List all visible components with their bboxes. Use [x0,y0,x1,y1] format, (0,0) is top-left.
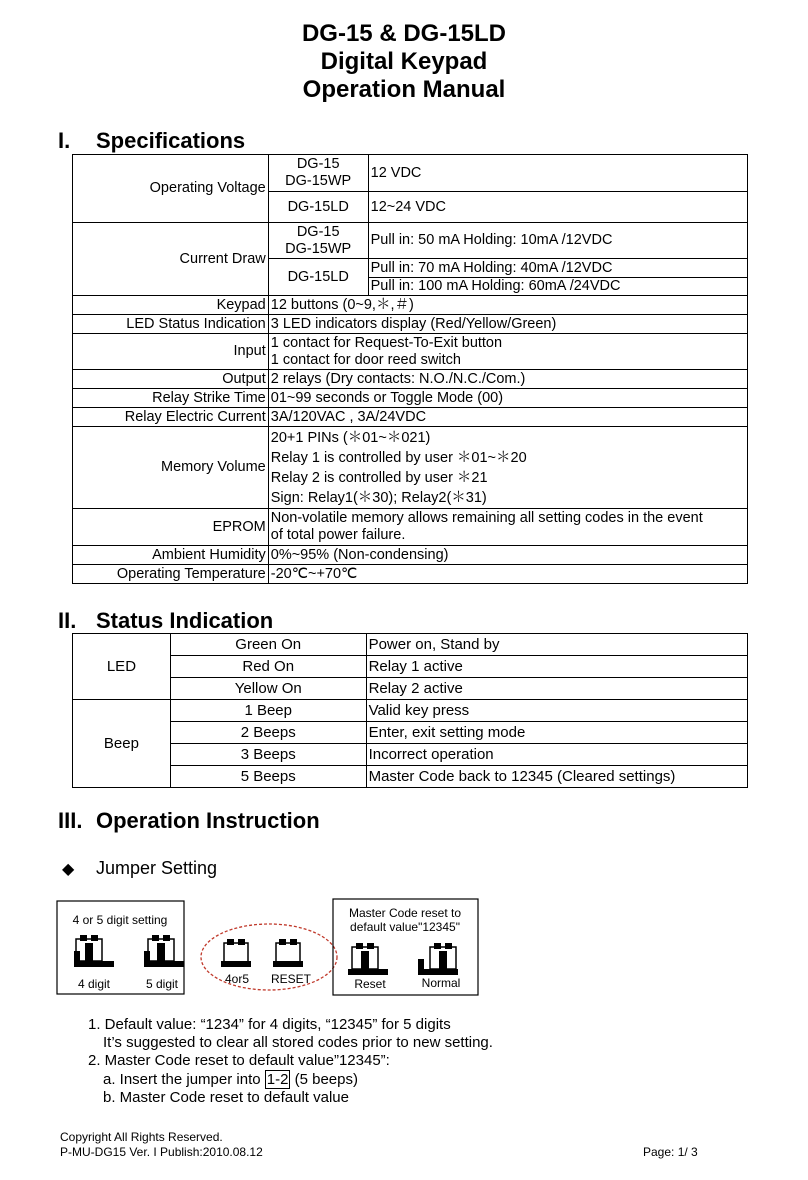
label-4or5: 4or5 [224,972,250,986]
spec-value: 1 contact for Request-To-Exit button 1 contact for door reed switch [268,334,747,370]
label-5digit: 5 digit [145,977,179,991]
table-row [73,722,748,744]
spec-model: DG-15LD [268,259,368,296]
spec-label: Ambient Humidity [73,546,269,565]
status-state: Red On [170,656,366,678]
jumper-5digit-icon [144,935,184,967]
spec-value: Pull in: 100 mA Holding: 60mA /24VDC [368,278,747,296]
spec-label: Relay Electric Current [73,408,269,427]
spec-value: -20℃~+70℃ [268,565,747,584]
note-2a-post: (5 beeps) [290,1071,358,1088]
table-row [73,744,748,766]
table-row [73,427,748,509]
footer-doc-id: P-MU-DG15 Ver. I Publish:2010.08.12 [60,1145,263,1159]
status-meaning: Relay 2 active [366,678,747,700]
table-row [73,565,748,584]
digit-setting-title: 4 or 5 digit setting [72,913,168,927]
section-title: Operation Instruction [96,808,320,833]
jumper-setting-title: Jumper Setting [96,858,218,878]
table-row [73,296,748,315]
status-state: Yellow On [170,678,366,700]
jumper-4digit-icon [74,935,114,967]
section-title: Status Indication [96,608,274,633]
section-number: I. [58,128,71,153]
jumper-normal-icon [418,943,458,975]
spec-value: 20+1 PINs (＊01~＊021) Relay 1 is controlled by user ＊01~＊20 Relay 2 is controlled by user ＊21 Sign: Relay1(＊30); Relay2(＊31) [268,427,747,509]
pin-reset-icon [273,939,303,967]
spec-value: Non-volatile memory allows remaining all setting codes in the event of total power failure. [268,509,747,546]
master-reset-title-line2: default value"12345" [350,920,460,934]
table-row [73,408,748,427]
table-row [73,315,748,334]
spec-value: 12~24 VDC [368,192,747,223]
status-meaning: Master Code back to 12345 (Cleared settings) [366,766,747,788]
doc-title-line2: Digital Keypad [320,48,488,75]
jumper-diagram [56,895,486,999]
doc-title-line1: DG-15 & DG-15LD [301,20,507,47]
specifications-table [72,154,748,584]
section-operation-heading [58,808,320,834]
table-row [73,155,748,192]
table-row [73,766,748,788]
spec-label: Keypad [73,296,269,315]
spec-model: DG-15 DG-15WP [268,155,368,192]
spec-value: 01~99 seconds or Toggle Mode (00) [268,389,747,408]
note-2: 2. Master Code reset to default value”12345”: [88,1052,390,1069]
spec-model: DG-15LD [268,192,368,223]
table-row [73,370,748,389]
status-meaning: Power on, Stand by [366,634,747,656]
spec-value: 12 buttons (0~9,＊,＃) [268,296,747,315]
spec-value: 0%~95% (Non-condensing) [268,546,747,565]
spec-value: 12 VDC [368,155,747,192]
label-4digit: 4 digit [77,977,111,991]
table-row [73,546,748,565]
section-specifications-heading [58,128,245,154]
section-status-heading [58,608,273,634]
spec-value: Pull in: 70 mA Holding: 40mA /12VDC [368,259,747,278]
spec-label: EPROM [73,509,269,546]
table-row [73,656,748,678]
spec-label: LED Status Indication [73,315,269,334]
jumper-setting-heading [62,858,217,879]
spec-label: Memory Volume [73,427,269,509]
table-row [73,334,748,370]
table-row [73,678,748,700]
section-title: Specifications [96,128,246,153]
note-1b: It’s suggested to clear all stored codes prior to new setting. [103,1034,493,1051]
pin-4or5-icon [221,939,251,967]
status-meaning: Relay 1 active [366,656,747,678]
table-row [73,634,748,656]
spec-label: Input [73,334,269,370]
footer-copyright: Copyright All Rights Reserved. [60,1130,223,1144]
table-row [73,223,748,259]
label-normal: Normal [421,976,461,990]
status-group-label: Beep [73,700,171,788]
spec-value: Pull in: 50 mA Holding: 10mA /12VDC [368,223,747,259]
label-reset-pins: RESET [270,972,312,986]
status-group-label: LED [73,634,171,700]
status-meaning: Incorrect operation [366,744,747,766]
note-1: 1. Default value: “1234” for 4 digits, “12345” for 5 digits [88,1016,451,1033]
jumper-notes [88,1016,493,1107]
status-state: Green On [170,634,366,656]
spec-label: Operating Temperature [73,565,269,584]
table-row [73,389,748,408]
section-number: III. [58,808,83,833]
section-number: II. [58,608,77,633]
note-2a-pre: a. Insert the jumper into [103,1071,265,1088]
status-state: 1 Beep [170,700,366,722]
status-table [72,633,748,788]
note-2b: b. Master Code reset to default value [103,1089,349,1106]
status-state: 5 Beeps [170,766,366,788]
spec-value: 2 relays (Dry contacts: N.O./N.C./Com.) [268,370,747,389]
jumper-reset-icon [348,943,388,975]
status-state: 3 Beeps [170,744,366,766]
table-row [73,700,748,722]
status-meaning: Enter, exit setting mode [366,722,747,744]
spec-value: 3A/120VAC , 3A/24VDC [268,408,747,427]
status-meaning: Valid key press [366,700,747,722]
spec-model: DG-15 DG-15WP [268,223,368,259]
table-row [73,509,748,546]
spec-label: Relay Strike Time [73,389,269,408]
doc-title-line3: Operation Manual [302,76,506,103]
label-reset: Reset [354,977,386,991]
spec-label: Output [73,370,269,389]
spec-label: Current Draw [73,223,269,296]
master-reset-title-line1: Master Code reset to [348,906,462,920]
spec-label: Operating Voltage [73,155,269,223]
diamond-bullet-icon: ◆ [62,861,75,878]
spec-value: 3 LED indicators display (Red/Yellow/Green) [268,315,747,334]
pin-range-box: 1-2 [266,1071,289,1088]
note-2a [88,1071,493,1089]
pin-header-highlight [201,924,337,990]
footer-page-number: Page: 1/ 3 [643,1145,698,1159]
status-state: 2 Beeps [170,722,366,744]
